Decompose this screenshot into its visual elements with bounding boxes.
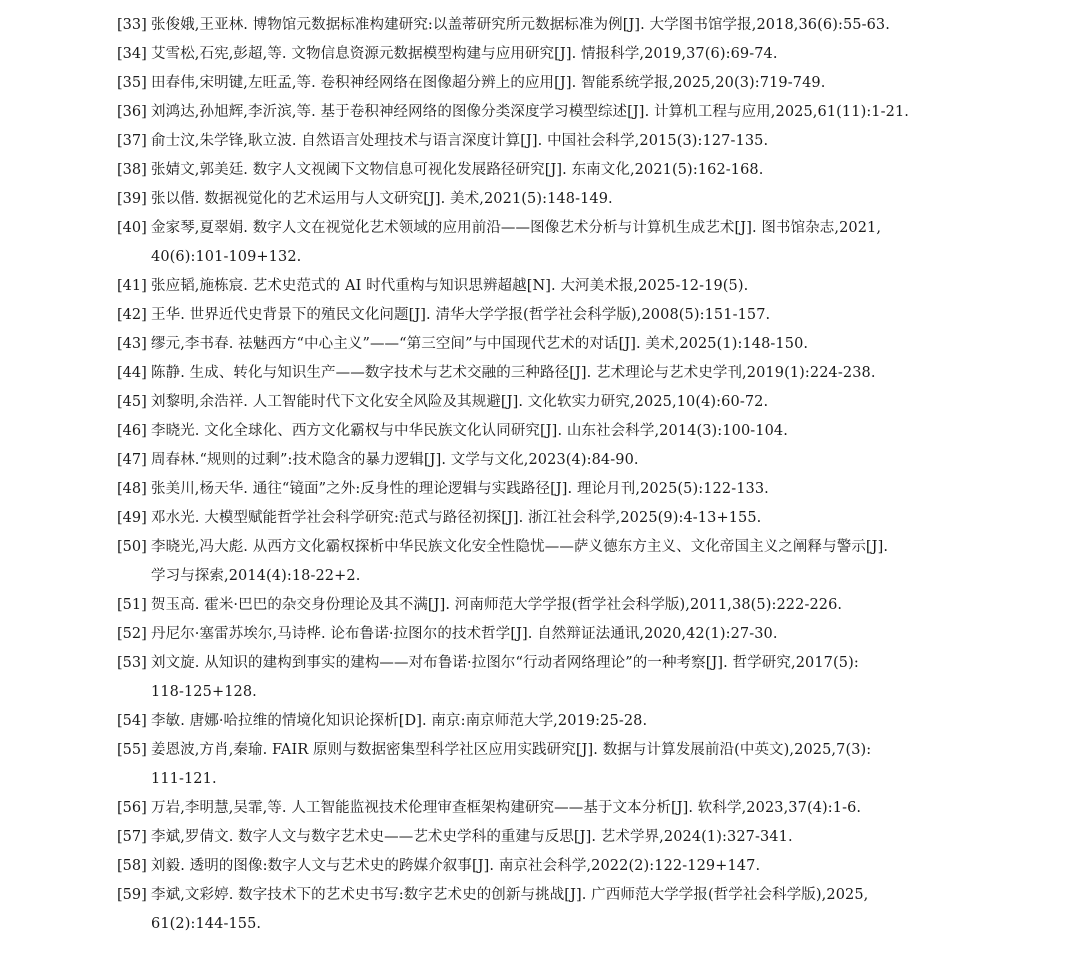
- reference-number: [58]: [117, 858, 147, 874]
- reference-text-line: 张俊娥,王亚林. 博物馆元数据标准构建研究:以盖蒂研究所元数据标准为例[J]. 大学图书馆学报,2018,36(6):55-63.: [151, 17, 890, 33]
- reference-text-line: 张美川,杨天华. 通往“镜面”之外:反身性的理论逻辑与实践路径[J]. 理论月刊,2025(5):122-133.: [151, 481, 769, 497]
- reference-number: [37]: [117, 133, 147, 149]
- reference-number: [48]: [117, 481, 147, 497]
- reference-item: [117, 649, 977, 707]
- reference-text: [151, 649, 977, 707]
- reference-number: [52]: [117, 626, 147, 642]
- reference-number: [49]: [117, 510, 147, 526]
- reference-text-line: 李晓光. 文化全球化、西方文化霸权与中华民族文化认同研究[J]. 山东社会科学,2014(3):100-104.: [151, 423, 788, 439]
- reference-text: [151, 881, 977, 939]
- reference-item: [117, 794, 977, 823]
- reference-text-line: 邓水光. 大模型赋能哲学社会科学研究:范式与路径初探[J]. 浙江社会科学,2025(9):4-13+155.: [151, 510, 762, 526]
- reference-text: [151, 359, 977, 388]
- reference-text-line: 刘文旋. 从知识的建构到事实的建构——对布鲁诺·拉图尔“行动者网络理论”的一种考察[J]. 哲学研究,2017(5):: [151, 655, 859, 671]
- reference-number: [38]: [117, 162, 147, 178]
- reference-text: [151, 214, 977, 272]
- reference-number: [47]: [117, 452, 147, 468]
- reference-number: [50]: [117, 539, 147, 555]
- reference-text: [151, 301, 977, 330]
- reference-item: [117, 736, 977, 794]
- reference-text: [151, 156, 977, 185]
- reference-text-line: 陈静. 生成、转化与知识生产——数字技术与艺术交融的三种路径[J]. 艺术理论与艺术史学刊,2019(1):224-238.: [151, 365, 876, 381]
- reference-text: [151, 852, 977, 881]
- reference-text-line: 张应韬,施栋宸. 艺术史范式的 AI 时代重构与知识思辨超越[N]. 大河美术报,2025-12-19(5).: [151, 278, 749, 294]
- reference-item: [117, 330, 977, 359]
- reference-text: [151, 620, 977, 649]
- reference-item: [117, 707, 977, 736]
- reference-number: [36]: [117, 104, 147, 120]
- reference-item: [117, 156, 977, 185]
- reference-item: [117, 98, 977, 127]
- reference-number: [53]: [117, 655, 147, 671]
- reference-text: [151, 127, 977, 156]
- reference-number: [35]: [117, 75, 147, 91]
- reference-text-line: 周春林.“规则的过剩”:技术隐含的暴力逻辑[J]. 文学与文化,2023(4):84-90.: [151, 452, 639, 468]
- reference-item: [117, 359, 977, 388]
- reference-text-continuation: 61(2):144-155.: [151, 916, 262, 932]
- reference-text-line: 金家琴,夏翠娟. 数字人文在视觉化艺术领域的应用前沿——图像艺术分析与计算机生成艺术[J]. 图书馆杂志,2021,: [151, 220, 882, 236]
- reference-text: [151, 11, 977, 40]
- reference-text: [151, 591, 977, 620]
- reference-number: [55]: [117, 742, 147, 758]
- reference-text-line: 田春伟,宋明键,左旺孟,等. 卷积神经网络在图像超分辨上的应用[J]. 智能系统学报,2025,20(3):719-749.: [151, 75, 826, 91]
- reference-text-continuation: 学习与探索,2014(4):18-22+2.: [151, 568, 361, 584]
- reference-number: [43]: [117, 336, 147, 352]
- reference-item: [117, 446, 977, 475]
- reference-item: [117, 185, 977, 214]
- reference-number: [41]: [117, 278, 147, 294]
- reference-item: [117, 272, 977, 301]
- reference-item: [117, 69, 977, 98]
- reference-item: [117, 504, 977, 533]
- reference-text-line: 刘黎明,余浩祥. 人工智能时代下文化安全风险及其规避[J]. 文化软实力研究,2025,10(4):60-72.: [151, 394, 769, 410]
- reference-number: [42]: [117, 307, 147, 323]
- reference-text-line: 张以偕. 数据视觉化的艺术运用与人文研究[J]. 美术,2021(5):148-149.: [151, 191, 613, 207]
- reference-text-continuation: 40(6):101-109+132.: [151, 249, 302, 265]
- reference-list: [117, 11, 977, 939]
- reference-number: [46]: [117, 423, 147, 439]
- reference-item: [117, 823, 977, 852]
- reference-text-line: 姜恩波,方肖,秦瑜. FAIR 原则与数据密集型科学社区应用实践研究[J]. 数据与计算发展前沿(中英文),2025,7(3):: [151, 742, 872, 758]
- reference-text: [151, 272, 977, 301]
- reference-text-line: 贺玉高. 霍米·巴巴的杂交身份理论及其不满[J]. 河南师范大学学报(哲学社会科学版),2011,38(5):222-226.: [151, 597, 843, 613]
- reference-text: [151, 388, 977, 417]
- reference-item: [117, 475, 977, 504]
- reference-text-continuation: 118-125+128.: [151, 684, 257, 700]
- reference-item: [117, 11, 977, 40]
- reference-text-line: 万岩,李明慧,吴霏,等. 人工智能监视技术伦理审查框架构建研究——基于文本分析[J]. 软科学,2023,37(4):1-6.: [151, 800, 862, 816]
- reference-text-line: 李敏. 唐娜·哈拉维的情境化知识论探析[D]. 南京:南京师范大学,2019:25-28.: [151, 713, 648, 729]
- reference-item: [117, 881, 977, 939]
- reference-number: [57]: [117, 829, 147, 845]
- reference-text: [151, 446, 977, 475]
- reference-item: [117, 301, 977, 330]
- reference-number: [34]: [117, 46, 147, 62]
- reference-text-continuation: 111-121.: [151, 771, 217, 787]
- reference-number: [44]: [117, 365, 147, 381]
- reference-number: [51]: [117, 597, 147, 613]
- reference-text: [151, 504, 977, 533]
- reference-text-line: 艾雪松,石宪,彭超,等. 文物信息资源元数据模型构建与应用研究[J]. 情报科学,2019,37(6):69-74.: [151, 46, 778, 62]
- reference-text-line: 缪元,李书春. 祛魅西方“中心主义”——“第三空间”与中国现代艺术的对话[J]. 美术,2025(1):148-150.: [151, 336, 809, 352]
- reference-text: [151, 69, 977, 98]
- reference-text: [151, 533, 977, 591]
- reference-item: [117, 388, 977, 417]
- reference-text-line: 俞士汶,朱学锋,耿立波. 自然语言处理技术与语言深度计算[J]. 中国社会科学,2015(3):127-135.: [151, 133, 769, 149]
- reference-text: [151, 98, 977, 127]
- reference-text-line: 李斌,文彩婷. 数字技术下的艺术史书写:数字艺术史的创新与挑战[J]. 广西师范大学学报(哲学社会科学版),2025,: [151, 887, 869, 903]
- reference-number: [39]: [117, 191, 147, 207]
- reference-number: [59]: [117, 887, 147, 903]
- reference-text: [151, 475, 977, 504]
- reference-item: [117, 852, 977, 881]
- reference-text: [151, 707, 977, 736]
- reference-text-line: 刘鸿达,孙旭辉,李沂滨,等. 基于卷积神经网络的图像分类深度学习模型综述[J]. 计算机工程与应用,2025,61(11):1-21.: [151, 104, 909, 120]
- reference-text: [151, 40, 977, 69]
- reference-text-line: 刘毅. 透明的图像:数字人文与艺术史的跨媒介叙事[J]. 南京社会科学,2022(2):122-129+147.: [151, 858, 761, 874]
- reference-text-line: 丹尼尔·塞雷苏埃尔,马诗桦. 论布鲁诺·拉图尔的技术哲学[J]. 自然辩证法通讯,2020,42(1):27-30.: [151, 626, 778, 642]
- reference-item: [117, 591, 977, 620]
- reference-item: [117, 214, 977, 272]
- reference-number: [33]: [117, 17, 147, 33]
- reference-item: [117, 127, 977, 156]
- reference-text: [151, 185, 977, 214]
- reference-number: [45]: [117, 394, 147, 410]
- reference-item: [117, 40, 977, 69]
- reference-text: [151, 417, 977, 446]
- reference-text: [151, 736, 977, 794]
- reference-item: [117, 533, 977, 591]
- reference-item: [117, 417, 977, 446]
- reference-text: [151, 823, 977, 852]
- reference-text: [151, 330, 977, 359]
- reference-text: [151, 794, 977, 823]
- reference-item: [117, 620, 977, 649]
- reference-number: [40]: [117, 220, 147, 236]
- reference-text-line: 王华. 世界近代史背景下的殖民文化问题[J]. 清华大学学报(哲学社会科学版),2008(5):151-157.: [151, 307, 771, 323]
- reference-text-line: 李斌,罗倩文. 数字人文与数字艺术史——艺术史学科的重建与反思[J]. 艺术学界,2024(1):327-341.: [151, 829, 793, 845]
- reference-text-line: 张婧文,郭美廷. 数字人文视阈下文物信息可视化发展路径研究[J]. 东南文化,2021(5):162-168.: [151, 162, 764, 178]
- reference-number: [54]: [117, 713, 147, 729]
- reference-text-line: 李晓光,冯大彪. 从西方文化霸权探析中华民族文化安全性隐忧——萨义德东方主义、文化帝国主义之阐释与警示[J].: [151, 539, 889, 555]
- reference-number: [56]: [117, 800, 147, 816]
